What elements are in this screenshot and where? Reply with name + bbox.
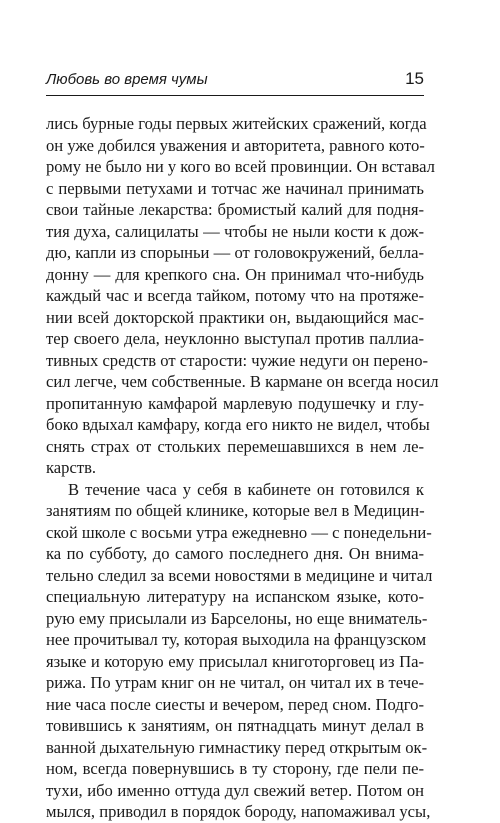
text-line: рижа. По утрам книг он не читал, он читал их в тече-	[46, 673, 424, 692]
text-line: ном, всегда повернувшись в ту сторону, где пели пе-	[46, 759, 424, 778]
paragraph	[46, 479, 433, 823]
text-line: сил легче, чем собственные. В кармане он всегда носил	[46, 372, 439, 391]
text-line: В течение часа у себя в кабинете он готовился к	[68, 479, 424, 499]
text-line: дю, капли из спорыньи — от головокружений, белла-	[46, 243, 424, 262]
text-line: пропитанную камфарой марлевую подушечку и глу-	[46, 393, 424, 413]
text-line: снять страх от стольких перемешавшихся в нем ле-	[46, 436, 424, 456]
text-line: тельно следил за всеми новостями в медицине и читал	[46, 565, 433, 585]
text-line: мылся, приводил в порядок бороду, напомаживал усы,	[46, 802, 431, 821]
text-line: донну — для крепкого сна. Он принимал что-нибудь	[46, 264, 424, 284]
text-line: свои тайные лекарства: бромистый калий для подня-	[46, 200, 424, 219]
text-line: он уже добился уважения и авторитета, равного кото-	[46, 135, 425, 155]
text-line: рую ему присылали из Барселоны, но еще вниматель-	[46, 608, 428, 628]
text-line: ка по субботу, до самого последнего дня. Он внима-	[46, 544, 424, 563]
text-line: боко вдыхал камфару, когда его никто не видел, чтобы	[46, 415, 430, 434]
running-head	[46, 68, 424, 92]
text-line: с первыми петухами и тотчас же начинал принимать	[46, 178, 424, 198]
text-line: тия духа, салицилаты — чтобы не ныли кости к дож-	[46, 221, 424, 241]
text-line: специальную литературу на испанском языке, кото-	[46, 587, 424, 606]
text-line: ние часа после сиесты и вечером, перед сном. Подго-	[46, 694, 424, 714]
text-line: нии всей докторской практики он, выдающийся мас-	[46, 307, 424, 327]
body-text	[46, 113, 439, 823]
text-line: тивных средств от старости: чужие недуги он перено-	[46, 350, 429, 370]
text-line: рому не было ни у кого во всей провинции. Он вставал	[46, 157, 435, 176]
text-line: языке и которую ему присылал книготорговец из Па-	[46, 651, 424, 671]
text-line: нее прочитывал ту, которая выходила на французском	[46, 630, 427, 649]
running-title: Любовь во время чумы	[46, 71, 208, 88]
text-line: карств.	[46, 458, 97, 477]
text-line: лись бурные годы первых житейских сражений, когда	[46, 114, 427, 133]
text-line: ванной дыхательную гимнастику перед открытым ок-	[46, 737, 428, 757]
page-number: 15	[405, 69, 424, 88]
text-line: занятиям по общей клинике, которые вел в Медицин-	[46, 501, 425, 520]
header-rule	[46, 95, 424, 96]
text-line: товившись к занятиям, он пятнадцать минут делал в	[46, 716, 424, 735]
text-line: ской школе с восьми утра ежедневно — с понедельни-	[46, 522, 432, 542]
text-line: тухи, ибо именно оттуда дул свежий ветер. Потом он	[46, 780, 424, 800]
paragraph	[46, 113, 439, 479]
text-line: тер своего дела, неуклонно выступал против паллиа-	[46, 329, 424, 348]
text-line: каждый час и всегда тайком, потому что на протяже-	[46, 286, 424, 305]
